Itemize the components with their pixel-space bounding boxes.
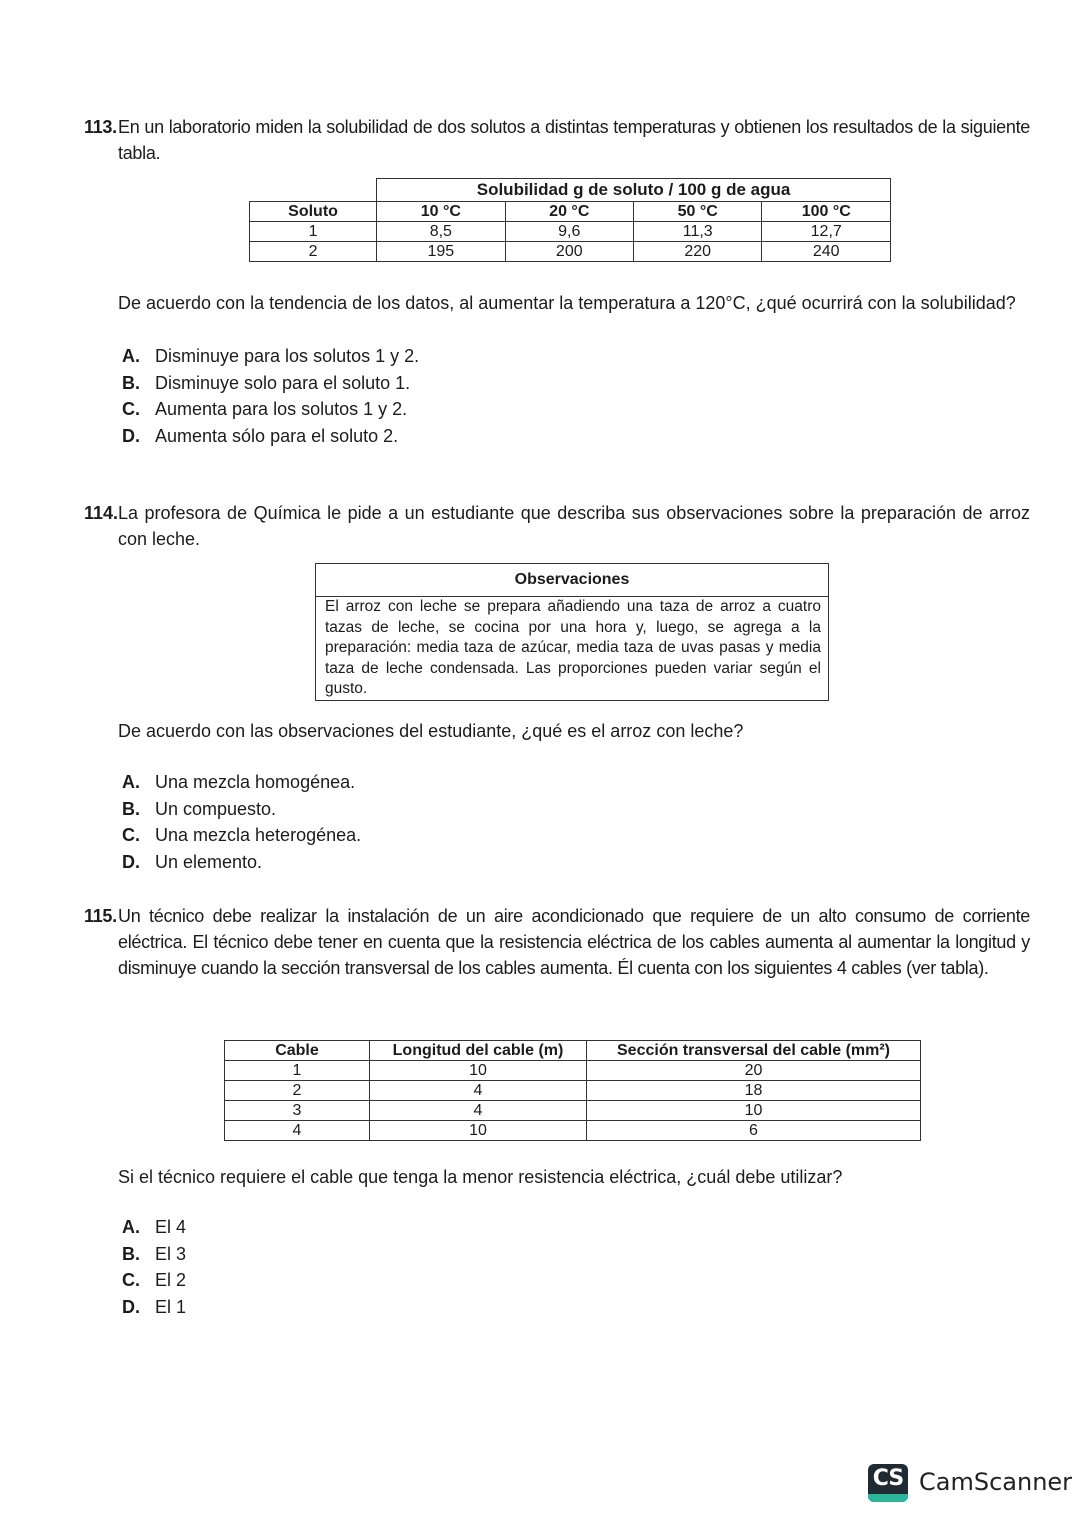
question-115 <box>84 903 1030 981</box>
stem-text: En un laboratorio miden la solubilidad de dos solutos a distintas temperaturas y obtienen los resultados de la siguiente tabla. <box>118 117 1030 163</box>
option-letter: D. <box>122 851 140 872</box>
question-number: 114. <box>84 503 119 523</box>
empty-cell <box>250 179 377 202</box>
question-114 <box>84 500 1030 552</box>
option-b[interactable] <box>122 796 1030 823</box>
col-header: 10 °C <box>377 202 505 222</box>
answer-options <box>84 1214 1030 1320</box>
option-b[interactable] <box>122 1241 1030 1268</box>
option-letter: A. <box>122 772 140 792</box>
question-number: 113. <box>84 117 117 137</box>
option-text: Aumenta sólo para el soluto 2. <box>155 425 399 446</box>
question-115-prompt: Si el técnico requiere el cable que tenga la menor resistencia eléctrica, ¿cuál debe utilizar? <box>118 1167 843 1187</box>
option-letter: C. <box>122 399 140 419</box>
cell: 195 <box>377 242 505 262</box>
observations-header: Observaciones <box>316 564 828 597</box>
camscanner-watermark: CamScanner <box>919 1468 1073 1496</box>
option-text: Disminuye para los solutos 1 y 2. <box>155 346 420 366</box>
option-text: El 2 <box>155 1270 187 1290</box>
stem-text: Un técnico debe realizar la instalación de un aire acondicionado que requiere de un alto consumo de corriente eléctrica. El técnico debe tener en cuenta que la resistencia eléctrica de los cables aumenta al aumentar la longitud y disminuye cuando la sección transversal de los cables aumenta. Él cuenta con los siguientes 4 cables (ver tabla). <box>118 906 1030 978</box>
question-113-body <box>84 290 1030 449</box>
table-row <box>225 1121 921 1141</box>
option-d[interactable] <box>122 423 1030 450</box>
cell: 3 <box>225 1101 370 1121</box>
option-a[interactable] <box>122 1214 1030 1241</box>
option-d[interactable] <box>122 849 1030 876</box>
answer-options <box>84 769 1030 875</box>
cell: 4 <box>370 1101 587 1121</box>
question-114-body <box>84 718 1030 875</box>
table-row <box>225 1081 921 1101</box>
cell: 4 <box>225 1121 370 1141</box>
option-letter: B. <box>122 798 140 819</box>
option-letter: C. <box>122 825 140 845</box>
cell: 1 <box>225 1061 370 1081</box>
question-113-prompt: De acuerdo con la tendencia de los datos, al aumentar la temperatura a 120°C, ¿qué ocurrirá con la solubilidad? <box>118 293 1016 313</box>
option-letter: B. <box>122 372 140 393</box>
question-114-stem <box>84 500 1030 552</box>
option-letter: B. <box>122 1243 140 1264</box>
option-c[interactable] <box>122 1267 1030 1294</box>
question-113-stem <box>84 114 1030 166</box>
table-row <box>225 1061 921 1081</box>
question-115-body <box>84 1164 1030 1320</box>
option-text: Una mezcla heterogénea. <box>155 825 362 845</box>
option-letter: D. <box>122 425 140 446</box>
col-header: Cable <box>225 1041 370 1061</box>
col-header: 100 °C <box>762 202 891 222</box>
option-text: Un elemento. <box>155 851 263 872</box>
cell: 9,6 <box>505 222 633 242</box>
question-115-stem <box>84 903 1030 981</box>
option-d[interactable] <box>122 1294 1030 1321</box>
option-letter: C. <box>122 1270 140 1290</box>
logo-band <box>868 1494 908 1502</box>
cables-table <box>224 1040 921 1141</box>
question-number: 115. <box>84 906 117 926</box>
question-114-prompt: De acuerdo con las observaciones del estudiante, ¿qué es el arroz con leche? <box>118 721 744 741</box>
cell: 6 <box>587 1121 921 1141</box>
option-letter: D. <box>122 1296 140 1317</box>
cell: 2 <box>250 242 377 262</box>
option-letter: A. <box>122 1217 140 1237</box>
cell: 4 <box>370 1081 587 1101</box>
option-text: Una mezcla homogénea. <box>155 772 356 792</box>
cell: 10 <box>370 1121 587 1141</box>
solubility-table <box>249 178 891 262</box>
table-row <box>225 1101 921 1121</box>
option-text: Aumenta para los solutos 1 y 2. <box>155 399 408 419</box>
cell: 200 <box>505 242 633 262</box>
cell: 11,3 <box>634 222 762 242</box>
option-text: Un compuesto. <box>155 798 277 819</box>
cell: 220 <box>634 242 762 262</box>
option-c[interactable] <box>122 396 1030 423</box>
col-header: Sección transversal del cable (mm²) <box>587 1041 921 1061</box>
cell: 12,7 <box>762 222 891 242</box>
cell: 20 <box>587 1061 921 1081</box>
cell: 18 <box>587 1081 921 1101</box>
col-header: Longitud del cable (m) <box>370 1041 587 1061</box>
camscanner-logo-icon <box>868 1464 908 1502</box>
logo-text: CS <box>872 1466 904 1491</box>
cell: 240 <box>762 242 891 262</box>
option-c[interactable] <box>122 822 1030 849</box>
option-a[interactable] <box>122 343 1030 370</box>
observations-box <box>315 563 829 701</box>
cell: 2 <box>225 1081 370 1101</box>
option-text: El 4 <box>155 1217 187 1237</box>
group-header: Solubilidad g de soluto / 100 g de agua <box>377 179 891 202</box>
table-row <box>250 222 891 242</box>
option-text: Disminuye solo para el soluto 1. <box>155 372 411 393</box>
cell: 10 <box>587 1101 921 1121</box>
col-header: Soluto <box>250 202 377 222</box>
cell: 10 <box>370 1061 587 1081</box>
stem-text: La profesora de Química le pide a un estudiante que describa sus observaciones sobre la preparación de arroz con leche. <box>118 503 1030 549</box>
answer-options <box>84 343 1030 449</box>
question-113 <box>84 114 1030 166</box>
option-text: El 3 <box>155 1243 187 1264</box>
option-letter: A. <box>122 346 140 366</box>
observations-body: El arroz con leche se prepara añadiendo una taza de arroz a cuatro tazas de leche, se cocina por una hora y, luego, se agrega a la preparación: media taza de azúcar, media taza de uvas pasas y media taza de leche condensada. Las proporciones pueden variar según el gusto. <box>325 598 821 697</box>
cell: 1 <box>250 222 377 242</box>
col-header: 50 °C <box>634 202 762 222</box>
option-b[interactable] <box>122 370 1030 397</box>
option-a[interactable] <box>122 769 1030 796</box>
option-text: El 1 <box>155 1296 187 1317</box>
cell: 8,5 <box>377 222 505 242</box>
table-row <box>250 242 891 262</box>
col-header: 20 °C <box>505 202 633 222</box>
